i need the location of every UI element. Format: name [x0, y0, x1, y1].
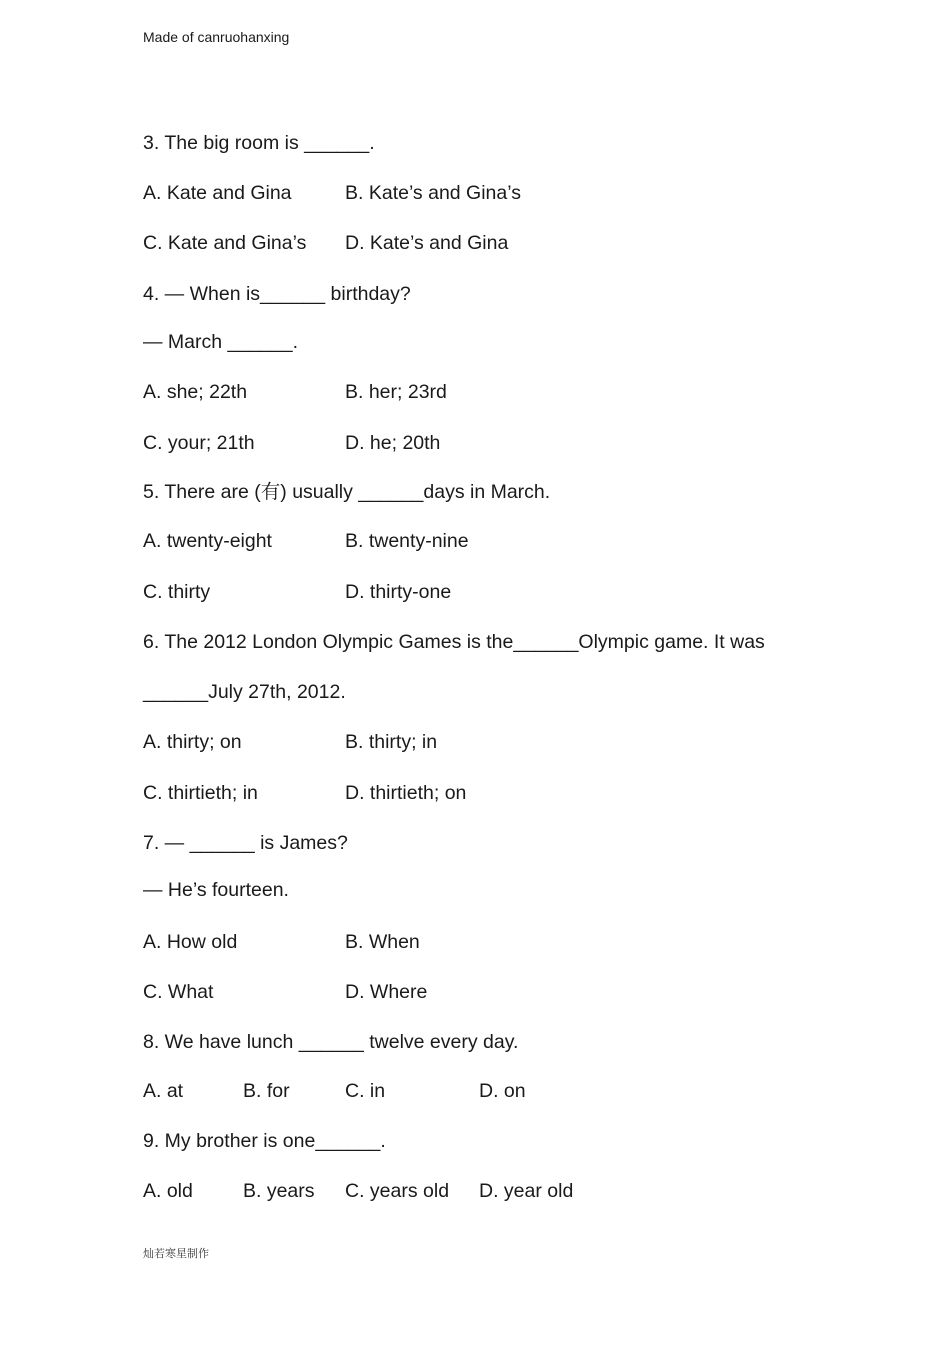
q6-option-b: B. thirty; in — [345, 731, 438, 753]
q7-option-b: B. When — [345, 931, 420, 953]
q7-option-d: D. Where — [345, 981, 428, 1003]
question-4: 4. — When is______ birthday? — [143, 283, 411, 305]
q8-option-c: C. in — [345, 1080, 386, 1102]
q3-option-d: D. Kate’s and Gina — [345, 232, 509, 254]
q8-option-d: D. on — [479, 1080, 526, 1102]
q6-option-a: A. thirty; on — [143, 731, 242, 753]
q8-option-a: A. at — [143, 1080, 184, 1102]
question-3: 3. The big room is ______. — [143, 132, 375, 154]
q4-option-a: A. she; 22th — [143, 381, 248, 403]
q5-option-d: D. thirty-one — [345, 581, 452, 603]
page-header: Made of canruohanxing — [143, 29, 290, 45]
q9-option-d: D. year old — [479, 1180, 574, 1202]
q8-option-b: B. for — [243, 1080, 290, 1102]
q3-option-a: A. Kate and Gina — [143, 182, 292, 204]
q7-option-c: C. What — [143, 981, 214, 1003]
q5-option-b: B. twenty-nine — [345, 530, 469, 552]
q6-option-d: D. thirtieth; on — [345, 782, 467, 804]
q6-option-c: C. thirtieth; in — [143, 782, 258, 804]
q9-option-c: C. years old — [345, 1180, 450, 1202]
question-7: 7. — ______ is James? — [143, 832, 348, 854]
q4-option-c: C. your; 21th — [143, 432, 255, 454]
question-6: 6. The 2012 London Olympic Games is the______Olympic game. It was — [143, 631, 765, 653]
q3-option-b: B. Kate’s and Gina’s — [345, 182, 521, 204]
question-8: 8. We have lunch ______ twelve every day. — [143, 1031, 519, 1053]
q4-response: — March ______. — [143, 331, 299, 353]
q9-option-a: A. old — [143, 1180, 193, 1202]
q5-option-c: C. thirty — [143, 581, 211, 603]
question-6-continued: ______July 27th, 2012. — [143, 681, 346, 703]
q4-option-d: D. he; 20th — [345, 432, 441, 454]
q7-response: — He’s fourteen. — [143, 879, 289, 901]
q5-option-a: A. twenty-eight — [143, 530, 272, 552]
q7-option-a: A. How old — [143, 931, 238, 953]
question-5: 5. There are (有) usually ______days in March. — [143, 481, 551, 503]
q4-option-b: B. her; 23rd — [345, 381, 447, 403]
page-footer: 灿若寒星制作 — [143, 1248, 209, 1260]
q9-option-b: B. years — [243, 1180, 315, 1202]
question-9: 9. My brother is one______. — [143, 1130, 386, 1152]
q3-option-c: C. Kate and Gina’s — [143, 232, 307, 254]
